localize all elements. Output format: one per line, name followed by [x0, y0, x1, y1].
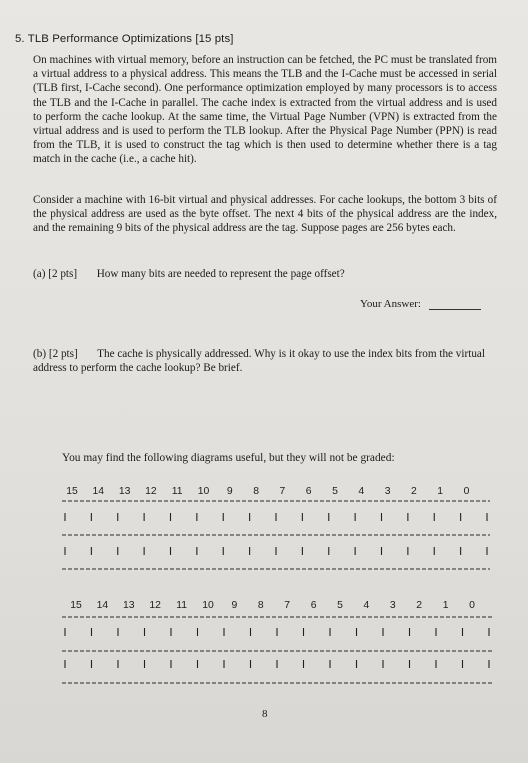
bit-label: 3 [384, 486, 391, 497]
bit-label: 15 [66, 486, 78, 497]
bit-label: 0 [469, 600, 475, 611]
question-setup-paragraph: Consider a machine with 16-bit virtual and physical addresses. For cache lookups, the bottom 3 bits of the physical address are used as the byte offset. The next 4 bits of the physical address are the index, and the remaining 9 bits of the physical address are the tag. Suppose pages are 256 bytes each. [33, 194, 497, 235]
bit-label: 14 [92, 486, 105, 497]
bit-label: 5 [337, 600, 343, 611]
bit-label: 15 [70, 600, 82, 611]
bit-label: 1 [437, 486, 444, 497]
bit-label: 10 [197, 486, 210, 497]
bit-label: 0 [463, 486, 470, 497]
part-a-question: How many bits are needed to represent the page offset? [96, 268, 345, 280]
bit-label: 6 [305, 486, 312, 497]
bit-label: 6 [310, 600, 317, 611]
bit-label: 12 [149, 600, 161, 611]
bit-label: 4 [363, 600, 370, 611]
bit-label: 13 [123, 600, 135, 611]
bit-diagram-2 [62, 600, 492, 683]
bit-label: 7 [284, 600, 291, 611]
page-number: 8 [262, 708, 268, 720]
bit-label: 2 [416, 600, 423, 611]
bit-label: 2 [411, 486, 417, 497]
bit-label: 12 [145, 486, 157, 497]
bit-label: 3 [389, 600, 396, 611]
diagram-hint: You may find the following diagrams useful, but they will not be graded: [62, 452, 395, 464]
bit-label: 10 [202, 600, 214, 611]
bit-label: 11 [176, 600, 187, 611]
part-a-label: (a) [2 pts] [33, 268, 78, 280]
part-b-label: (b) [2 pts] [33, 348, 78, 360]
bit-diagram-1 [62, 486, 490, 569]
bit-label: 9 [226, 486, 233, 497]
bit-label: 4 [358, 486, 365, 497]
part-b-question: The cache is physically addressed. Why is it okay to use the index bits from the virtual address to perform the cache lookup? Be brief. [33, 348, 485, 374]
question-title: 5. TLB Performance Optimizations [15 pts] [15, 33, 234, 45]
bit-label: 9 [231, 600, 238, 611]
bit-label: 13 [118, 486, 131, 497]
answer-label: Your Answer: [360, 298, 421, 310]
bit-label: 8 [257, 600, 264, 611]
bit-label: 11 [171, 486, 183, 497]
bit-label: 14 [96, 600, 109, 611]
question-intro-paragraph: On machines with virtual memory, before an instruction can be fetched, the PC must be translated from a virtual address to a physical address. This means the TLB and the I-Cache must be accessed in serial (TLB first, I-Cache second). One performance optimization employed by many processors is to access the TLB and the I-Cache in parallel. The cache index is extracted from the virtual address and is used to perform the cache lookup. At the same time, the Virtual Page Number (VPN) is extracted from the virtual address and is used to perform the TLB lookup. After the Physical Page Number (PPN) is read from the TLB, it is used to construct the tag which is then used to determine whether there is a tag match in the cache (i.e., a cache hit). [33, 54, 497, 166]
bit-label: 8 [253, 486, 259, 497]
bit-label: 5 [332, 486, 338, 497]
bit-label: 1 [442, 600, 449, 611]
bit-label: 7 [279, 486, 286, 497]
